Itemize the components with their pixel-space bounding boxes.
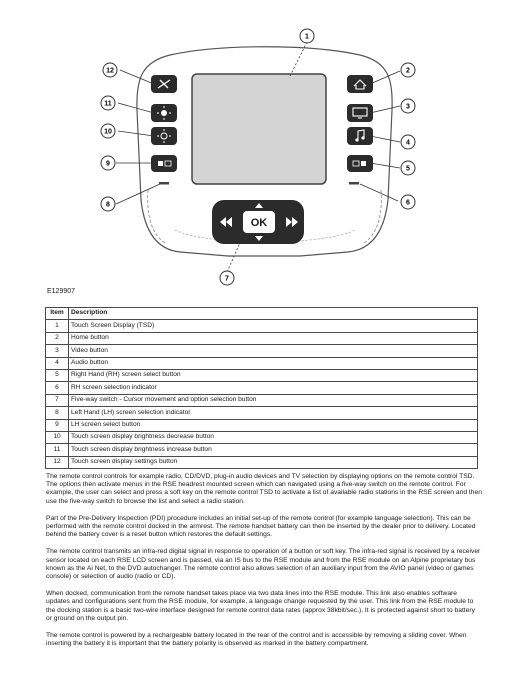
table-row [46, 332, 478, 344]
item-description: Left Hand (LH) screen selection indicator [69, 407, 478, 419]
table-row [46, 431, 478, 443]
item-description: RH screen selection indicator [69, 382, 478, 394]
item-description: Touch screen display brightness decrease button [69, 431, 478, 443]
paragraph: The remote control transmits an infra-red digital signal in response to operation of a button or soft key. The infra-red signal is received by a receiver sensor located on each RSE LCD screen and is passed, via an IS bus to the RSE module and from the RSE module on an Alpine proprietary bus known as the Ai Net, to the DVD autochanger. The remote control also allows selection of an auxiliary input from the AVIO panel (video or games console) or selection of audio (radio or CD). [46, 548, 481, 581]
item-description: Audio button [69, 357, 478, 369]
callout-label: 4 [406, 139, 410, 147]
figure-code: E129907 [47, 288, 76, 295]
callout-12 [103, 63, 117, 77]
callout-5 [401, 161, 415, 175]
callout-7 [220, 271, 234, 285]
item-number: 6 [46, 382, 69, 394]
callout-1 [300, 29, 314, 43]
callout-label: 5 [406, 165, 410, 173]
column-header-description: Description [69, 308, 478, 320]
item-number: 1 [46, 320, 69, 332]
rh-screen-select-button-5 [347, 155, 373, 172]
audio-button-4 [347, 127, 373, 145]
callout-label: 1 [305, 33, 309, 41]
callout-label: 9 [106, 160, 110, 168]
item-description: Right Hand (RH) screen select button [69, 369, 478, 381]
home-button-2 [347, 75, 373, 93]
table-row [46, 357, 478, 369]
table-row [46, 407, 478, 419]
item-number: 10 [46, 431, 69, 443]
body-text [46, 473, 482, 657]
remote-control-diagram [0, 0, 525, 300]
callout-10 [101, 124, 115, 138]
settings-button-12 [151, 75, 177, 93]
paragraph: The remote control controls for example radio, CD/DVD, plug-in audio devices and TV selection by displaying options on the remote control TSD. The options then activate menus in the RSE headrest mounted screen which can navigated using a five-way switch on the remote control. For example, the user can select and press a soft key on the remote control TSD to activate a list of available radio stations in the RSE screen and then use the five-way switch to browse the list and select a radio station. [46, 473, 482, 505]
table-header-row [46, 308, 478, 320]
callout-label: 7 [225, 275, 229, 283]
lh-screen-select-button-9 [151, 155, 177, 172]
callout-label: 8 [106, 201, 110, 209]
item-number: 2 [46, 332, 69, 344]
callout-label: 10 [104, 128, 112, 136]
ok-label: OK [250, 217, 268, 229]
touch-screen-display [192, 74, 326, 184]
callout-label: 11 [104, 100, 112, 108]
brightness-decrease-button-10 [151, 127, 177, 145]
callout-label: 6 [406, 199, 410, 207]
item-description: Touch screen display brightness increase button [69, 444, 478, 456]
callout-2 [401, 63, 415, 77]
item-number: 4 [46, 357, 69, 369]
table-row [46, 444, 478, 456]
callout-3 [401, 99, 415, 113]
callout-4 [401, 135, 415, 149]
lh-screen-indicator-8 [159, 182, 169, 185]
paragraph: Part of the Pre-Delivery Inspection (PDI) procedure includes an initial set-up of the remote control (for example language selection). This can be performed with the remote control docked in the armrest. The remote handset battery can then be inserted by the dealer prior to delivery. Located behind the battery cover is a reset button which restores the default settings. [46, 514, 476, 539]
table-row [46, 382, 478, 394]
callout-8 [101, 197, 115, 211]
item-number: 3 [46, 345, 69, 357]
callout-11 [101, 96, 115, 110]
item-number: 5 [46, 369, 69, 381]
table-row [46, 419, 478, 431]
item-description: Touch Screen Display (TSD) [69, 320, 478, 332]
item-number: 12 [46, 456, 69, 468]
table-row [46, 456, 478, 468]
table-row [46, 345, 478, 357]
item-description-table [45, 307, 478, 469]
item-description: LH screen select button [69, 419, 478, 431]
paragraph: The remote control is powered by a rechargeable battery located in the rear of the control and is accessible by removing a sliding cover. When inserting the battery it is important that the battery polarity is observed as marked in the battery compartment. [46, 632, 467, 648]
brightness-increase-button-11 [151, 104, 177, 122]
table-row [46, 320, 478, 332]
item-description: Video button [69, 345, 478, 357]
five-way-switch-7 [212, 200, 304, 244]
callout-label: 2 [406, 67, 410, 75]
callout-6 [401, 195, 415, 209]
item-number: 8 [46, 407, 69, 419]
paragraph: When docked, communication from the remote handset takes place via two data lines into the RSE module. This link also enables software updates and configurations sent from the RSE module, for example, a language change requested by the user. This link from the RSE module to the docking station is a basic two-wire interface designed for remote control data rates (approx 38kbit/sec.). It is protected against short to battery or ground on the output pin. [46, 590, 475, 622]
callout-label: 12 [106, 67, 114, 75]
table-row [46, 394, 478, 406]
video-button-3 [347, 104, 373, 122]
item-number: 11 [46, 444, 69, 456]
callout-9 [101, 156, 115, 170]
item-description: Touch screen display settings button [69, 456, 478, 468]
table-row [46, 369, 478, 381]
item-description: Home button [69, 332, 478, 344]
rh-screen-indicator-6 [349, 182, 359, 185]
callout-label: 3 [406, 103, 410, 111]
column-header-item: Item [46, 308, 69, 320]
item-number: 7 [46, 394, 69, 406]
item-description: Five-way switch - Cursor movement and option selection button [69, 394, 478, 406]
item-number: 9 [46, 419, 69, 431]
